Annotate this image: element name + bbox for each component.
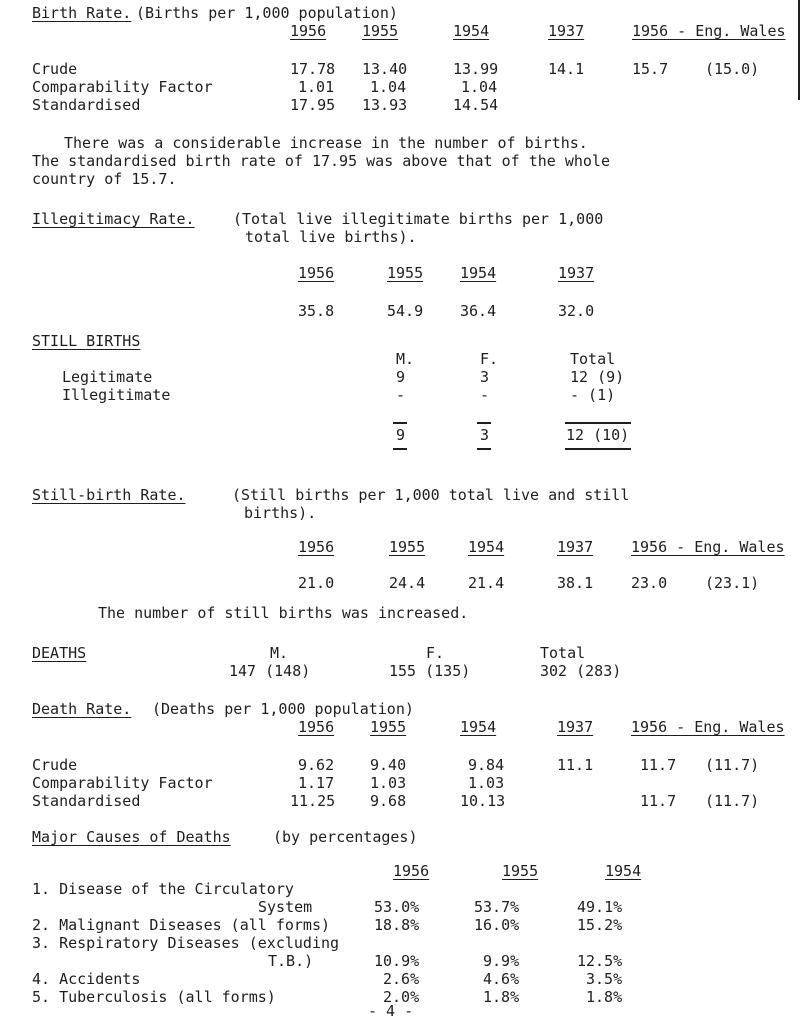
death-col-1954: 1954	[460, 718, 497, 736]
major-causes-title: Major Causes of Deaths	[32, 828, 231, 846]
death-cell: 1.03	[468, 774, 505, 792]
illegit-value: 35.8	[298, 302, 335, 320]
stillrate-col-1954: 1954	[468, 538, 505, 556]
death-col-1955: 1955	[370, 718, 407, 736]
birth-paragraph-line: There was a considerable increase in the number of births.	[64, 134, 588, 152]
birth-rate-title: Birth Rate.	[32, 4, 132, 22]
stillrate-value: 38.1	[557, 574, 594, 592]
birth-paragraph-line: country of 15.7.	[32, 170, 177, 188]
causes-col-1955: 1955	[502, 862, 539, 880]
still-birth-rate-desc: (Still births per 1,000 total live and still	[232, 486, 630, 504]
cause-value: 53.7%	[474, 898, 520, 916]
stillrate-value: 24.4	[389, 574, 426, 592]
death-row-label: Standardised	[32, 792, 141, 810]
cause-label: 3. Respiratory Diseases (excluding	[32, 934, 340, 952]
causes-col-1956: 1956	[393, 862, 430, 880]
birth-cell: 17.78	[290, 60, 336, 78]
birth-cell: 14.54	[453, 96, 499, 114]
stillrate-value: (23.1)	[705, 574, 760, 592]
cause-label-cont: System	[258, 898, 313, 916]
birth-row-label: Crude	[32, 60, 78, 78]
deaths-value: 302 (283)	[540, 662, 622, 680]
cause-value: 15.2%	[577, 916, 623, 934]
death-cell: 9.84	[468, 756, 505, 774]
stillrate-col-1955: 1955	[389, 538, 426, 556]
birth-cell: 15.7	[632, 60, 669, 78]
birth-cell: 14.1	[548, 60, 585, 78]
still-total-rule-bottom	[477, 448, 491, 450]
birth-rate-subtitle: (Births per 1,000 population)	[136, 4, 398, 22]
death-col-1956: 1956	[298, 718, 335, 736]
stillrate-value: 21.4	[468, 574, 505, 592]
death-cell: 1.17	[298, 774, 335, 792]
still-births-title: STILL BIRTHS	[32, 332, 141, 350]
still-cell: 9	[396, 368, 406, 386]
illegit-col-1956: 1956	[298, 264, 335, 282]
birth-cell: 1.04	[370, 78, 407, 96]
still-total: 12 (10)	[566, 426, 630, 444]
stillrate-value: 23.0	[631, 574, 668, 592]
cause-value: 9.9%	[483, 952, 520, 970]
death-cell: (11.7)	[705, 792, 760, 810]
still-col-m: M.	[396, 350, 415, 368]
death-cell: (11.7)	[705, 756, 760, 774]
page-number: - 4 -	[368, 1002, 414, 1020]
birth-row-label: Comparability Factor	[32, 78, 213, 96]
death-col-eng-wales: 1956 - Eng. Wales	[631, 718, 785, 736]
death-rate-subtitle: (Deaths per 1,000 population)	[152, 700, 414, 718]
deaths-title: DEATHS	[32, 644, 87, 662]
still-cell: 3	[480, 368, 490, 386]
stillrate-col-1956: 1956	[298, 538, 335, 556]
birth-col-1955: 1955	[362, 22, 399, 40]
cause-value: 1.8%	[483, 988, 520, 1006]
death-row-label: Comparability Factor	[32, 774, 213, 792]
death-cell: 11.25	[290, 792, 336, 810]
major-causes-subtitle: (by percentages)	[273, 828, 418, 846]
deaths-col-m: M.	[270, 644, 289, 662]
cause-label: 4. Accidents	[32, 970, 141, 988]
illegit-value: 32.0	[558, 302, 595, 320]
still-total-rule-top	[477, 422, 491, 424]
still-birth-rate-desc: births).	[244, 504, 317, 522]
still-cell: - (1)	[570, 386, 616, 404]
birth-col-1954: 1954	[453, 22, 490, 40]
cause-value: 18.8%	[374, 916, 420, 934]
death-cell: 9.40	[370, 756, 407, 774]
birth-cell: 13.93	[362, 96, 408, 114]
cause-value: 10.9%	[374, 952, 420, 970]
cause-label: 5. Tuberculosis (all forms)	[32, 988, 276, 1006]
deaths-col-f: F.	[426, 644, 445, 662]
illegit-col-1954: 1954	[460, 264, 497, 282]
illegitimacy-desc: (Total live illegitimate births per 1,000	[233, 210, 604, 228]
cause-label: 2. Malignant Diseases (all forms)	[32, 916, 331, 934]
still-total: 3	[480, 426, 490, 444]
still-total: 9	[396, 426, 406, 444]
still-cell: -	[396, 386, 406, 404]
birth-row-label: Standardised	[32, 96, 141, 114]
illegit-value: 54.9	[387, 302, 424, 320]
cause-value: 2.0%	[383, 988, 420, 1006]
birth-col-1937: 1937	[548, 22, 585, 40]
still-birth-rate-title: Still-birth Rate.	[32, 486, 186, 504]
cause-value: 49.1%	[577, 898, 623, 916]
cause-value: 4.6%	[483, 970, 520, 988]
cause-value: 1.8%	[586, 988, 623, 1006]
causes-col-1954: 1954	[605, 862, 642, 880]
birth-cell: 17.95	[290, 96, 336, 114]
stillrate-note: The number of still births was increased.	[98, 604, 469, 622]
death-cell: 10.13	[460, 792, 506, 810]
still-total-rule-bottom	[565, 448, 631, 450]
birth-cell: 1.04	[461, 78, 498, 96]
cause-value: 3.5%	[586, 970, 623, 988]
stillrate-value: 21.0	[298, 574, 335, 592]
illegit-col-1937: 1937	[558, 264, 595, 282]
deaths-value: 147 (148)	[229, 662, 311, 680]
death-col-1937: 1937	[557, 718, 594, 736]
still-total-rule-top	[393, 422, 407, 424]
still-row-label: Illegitimate	[62, 386, 171, 404]
birth-col-eng-wales: 1956 - Eng. Wales	[632, 22, 786, 40]
cause-value: 2.6%	[383, 970, 420, 988]
death-cell: 11.7	[640, 792, 677, 810]
still-row-label: Legitimate	[62, 368, 153, 386]
deaths-col-total: Total	[540, 644, 586, 662]
still-cell: -	[480, 386, 490, 404]
stillrate-col-1937: 1937	[557, 538, 594, 556]
death-row-label: Crude	[32, 756, 78, 774]
birth-col-1956: 1956	[290, 22, 327, 40]
death-cell: 9.62	[298, 756, 335, 774]
still-cell: 12 (9)	[570, 368, 625, 386]
illegitimacy-desc: total live births).	[245, 228, 417, 246]
cause-label: 1. Disease of the Circulatory	[32, 880, 294, 898]
still-total-rule-bottom	[393, 448, 407, 450]
illegitimacy-title: Illegitimacy Rate.	[32, 210, 195, 228]
death-rate-title: Death Rate.	[32, 700, 132, 718]
birth-paragraph-line: The standardised birth rate of 17.95 was above that of the whole	[32, 152, 610, 170]
stillrate-col-eng-wales: 1956 - Eng. Wales	[631, 538, 785, 556]
cause-value: 12.5%	[577, 952, 623, 970]
birth-cell: 1.01	[298, 78, 335, 96]
birth-cell: 13.99	[453, 60, 499, 78]
death-cell: 1.03	[370, 774, 407, 792]
cause-value: 16.0%	[474, 916, 520, 934]
illegit-col-1955: 1955	[387, 264, 424, 282]
cause-label-cont: T.B.)	[268, 952, 314, 970]
cause-value: 53.0%	[374, 898, 420, 916]
death-cell: 11.1	[557, 756, 594, 774]
birth-cell: 13.40	[362, 60, 408, 78]
death-cell: 11.7	[640, 756, 677, 774]
still-total-rule-top	[565, 422, 631, 424]
death-cell: 9.68	[370, 792, 407, 810]
deaths-value: 155 (135)	[389, 662, 471, 680]
birth-cell: (15.0)	[705, 60, 760, 78]
still-col-total: Total	[570, 350, 616, 368]
illegit-value: 36.4	[460, 302, 497, 320]
still-col-f: F.	[480, 350, 499, 368]
